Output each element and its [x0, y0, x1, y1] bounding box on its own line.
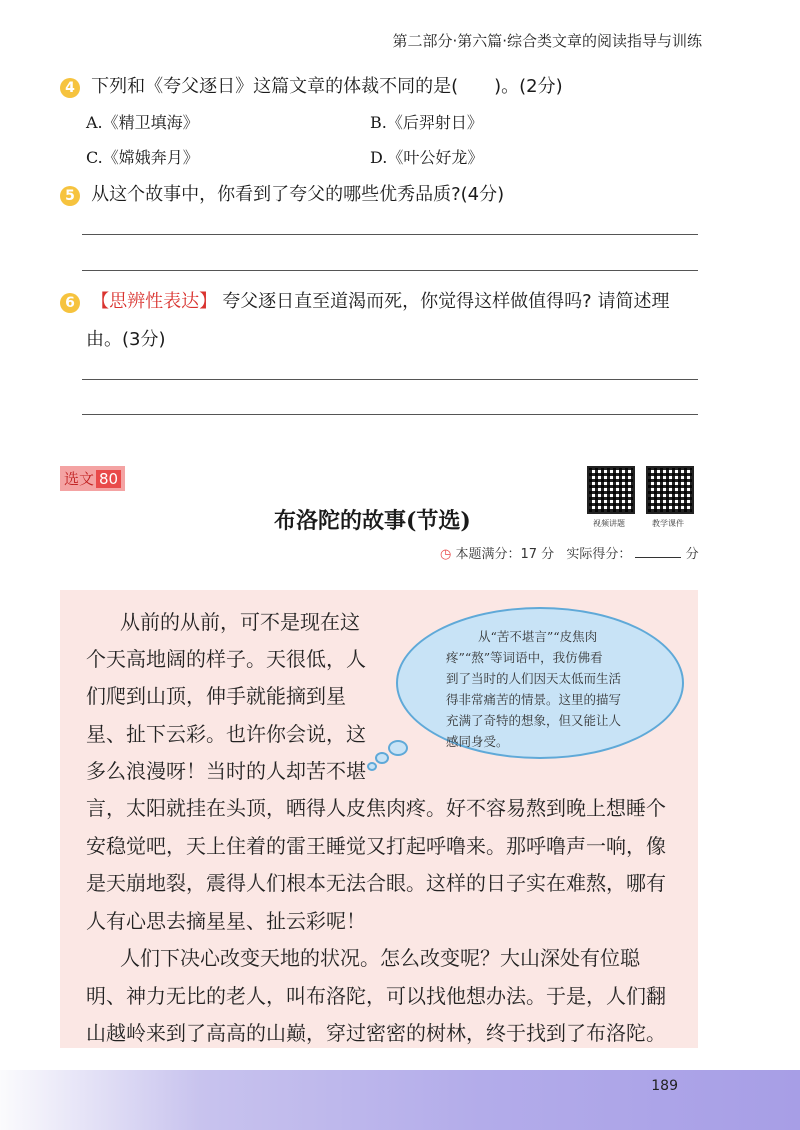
passage-line: 言，太阳就挂在头顶，晒得人皮焦肉疼。好不容易熬到晚上想睡个 [86, 796, 666, 820]
option-b: B.《后羿射日》 [370, 113, 483, 132]
question-text: 从这个故事中，你看到了夸父的哪些优秀品质?(4分) [91, 184, 505, 205]
option-c: C.《嫦娥奔月》 [86, 148, 199, 167]
answer-line[interactable] [82, 414, 698, 415]
clock-icon: ◷ [440, 547, 452, 562]
option-a: A.《精卫填海》 [86, 113, 199, 132]
qr-code-video[interactable] [587, 466, 635, 514]
bubble-tail-dot [388, 740, 408, 756]
actual-score-label: 实际得分： [566, 547, 632, 562]
bubble-tail-dot [367, 762, 377, 771]
question-5 [60, 180, 504, 206]
score-unit: 分 [685, 547, 699, 562]
question-number-badge: 6 [60, 293, 80, 313]
annotation-line: 疼”“熬”等词语中，我仿佛看 [446, 650, 603, 665]
passage-line: 多么浪漫呀！当时的人却苦不堪 [86, 759, 366, 783]
answer-line[interactable] [82, 234, 698, 235]
score-blank[interactable] [635, 545, 681, 558]
passage-line: 人们下决心改变天地的状况。怎么改变呢？大山深处有位聪 [120, 946, 640, 970]
question-number-badge: 4 [60, 78, 80, 98]
selection-number: 80 [96, 470, 121, 488]
passage-line: 个天高地阔的样子。天很低，人 [86, 647, 366, 671]
qr-label-video: 视频讲题 [593, 519, 625, 528]
question-text-continued: 由。(3分) [86, 329, 166, 350]
passage-line: 是天崩地裂，震得人们根本无法合眼。这样的日子实在难熬，哪有 [86, 871, 666, 895]
annotation-line: 得非常痛苦的情景。这里的描写 [446, 692, 622, 707]
question-text: 下列和《夸父逐日》这篇文章的体裁不同的是( )。(2分) [91, 76, 563, 97]
annotation-line: 到了当时的人们因天太低而生活 [446, 671, 622, 686]
selection-label-text: 选文 [64, 470, 95, 488]
passage-line: 从前的从前，可不是现在这 [120, 610, 360, 634]
footer-band [0, 1070, 800, 1130]
passage-line: 们爬到山顶，伸手就能摘到星 [86, 684, 346, 708]
qr-code-courseware[interactable] [646, 466, 694, 514]
annotation-line: 充满了奇特的想象，但又能让人 [446, 713, 622, 728]
annotation-line: 感同身受。 [446, 734, 509, 749]
page-number: 189 [651, 1078, 678, 1094]
annotation-line: 从“苦不堪言”“皮焦肉 [478, 629, 598, 644]
passage-line: 山越岭来到了高高的山巅，穿过密密的树林，终于找到了布洛陀。 [86, 1021, 666, 1045]
passage-line: 明、神力无比的老人，叫布洛陀，可以找他想办法。于是，人们翻 [86, 984, 666, 1008]
question-number-badge: 5 [60, 186, 80, 206]
running-header: 第二部分·第六篇·综合类文章的阅读指导与训练 [392, 32, 702, 50]
qr-label-courseware: 教学课件 [652, 519, 684, 528]
answer-line[interactable] [82, 270, 698, 271]
passage-line: 安稳觉吧，天上住着的雷王睡觉又打起呼噜来。那呼噜声一响，像 [86, 834, 666, 858]
answer-line[interactable] [82, 379, 698, 380]
question-4 [60, 72, 563, 98]
bubble-tail-dot [375, 752, 389, 764]
score-info [440, 543, 699, 562]
option-d: D.《叶公好龙》 [370, 148, 484, 167]
passage-title: 布洛陀的故事(节选) [274, 508, 471, 534]
question-6 [60, 287, 669, 313]
passage-line: 星、扯下云彩。也许你会说，这 [86, 722, 366, 746]
question-text: 夸父逐日直至道渴而死，你觉得这样做值得吗? 请简述理 [222, 291, 670, 312]
selection-label [60, 466, 125, 491]
full-score: 本题满分：17 分 [455, 547, 555, 562]
passage-line: 人有心思去摘星星、扯云彩呢！ [86, 909, 366, 933]
question-tag: 【思辨性表达】 [91, 291, 218, 312]
